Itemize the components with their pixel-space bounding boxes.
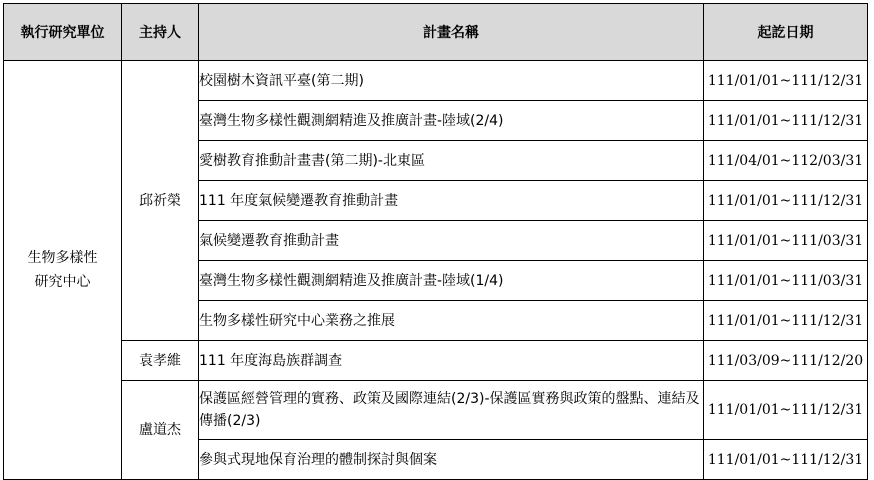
unit-cell xyxy=(4,61,122,480)
project-cell: 保護區經營管理的實務、政策及國際連結(2/3)-保護區實務與政策的盤點、連結及傳播(2/3) xyxy=(199,381,704,440)
period-cell: 111/01/01~111/12/31 xyxy=(704,381,868,440)
project-cell: 校園樹木資訊平臺(第二期) xyxy=(199,61,704,101)
table-row xyxy=(4,381,868,440)
header-host: 主持人 xyxy=(122,4,199,61)
period-cell: 111/01/01~111/12/31 xyxy=(704,181,868,221)
period-cell: 111/01/01~111/12/31 xyxy=(704,61,868,101)
project-cell: 111 年度海島族群調查 xyxy=(199,341,704,381)
period-cell: 111/01/01~111/03/31 xyxy=(704,261,868,301)
period-cell: 111/03/09~111/12/20 xyxy=(704,341,868,381)
period-cell: 111/01/01~111/03/31 xyxy=(704,221,868,261)
header-project: 計畫名稱 xyxy=(199,4,704,61)
table-row xyxy=(4,341,868,381)
period-cell: 111/01/01~111/12/31 xyxy=(704,301,868,341)
project-cell: 111 年度氣候變遷教育推動計畫 xyxy=(199,181,704,221)
header-unit: 執行研究單位 xyxy=(4,4,122,61)
unit-line1: 生物多樣性 xyxy=(27,250,98,266)
host-cell: 袁孝維 xyxy=(122,341,199,381)
period-cell: 111/01/01~111/12/31 xyxy=(704,101,868,141)
project-cell: 氣候變遷教育推動計畫 xyxy=(199,221,704,261)
project-cell: 參與式現地保育治理的體制探討與個案 xyxy=(199,440,704,480)
host-cell: 盧道杰 xyxy=(122,381,199,480)
project-cell: 臺灣生物多樣性觀測網精進及推廣計畫-陸域(1/4) xyxy=(199,261,704,301)
project-cell: 愛樹教育推動計畫書(第二期)-北東區 xyxy=(199,141,704,181)
table-row xyxy=(4,61,868,101)
period-cell: 111/01/01~111/12/31 xyxy=(704,440,868,480)
project-cell: 生物多樣性研究中心業務之推展 xyxy=(199,301,704,341)
project-table xyxy=(3,3,868,480)
unit-line2: 研究中心 xyxy=(34,274,91,290)
host-cell: 邱祈榮 xyxy=(122,61,199,341)
header-period: 起訖日期 xyxy=(704,4,868,61)
project-cell: 臺灣生物多樣性觀測網精進及推廣計畫-陸域(2/4) xyxy=(199,101,704,141)
period-cell: 111/04/01~112/03/31 xyxy=(704,141,868,181)
header-row xyxy=(4,4,868,61)
